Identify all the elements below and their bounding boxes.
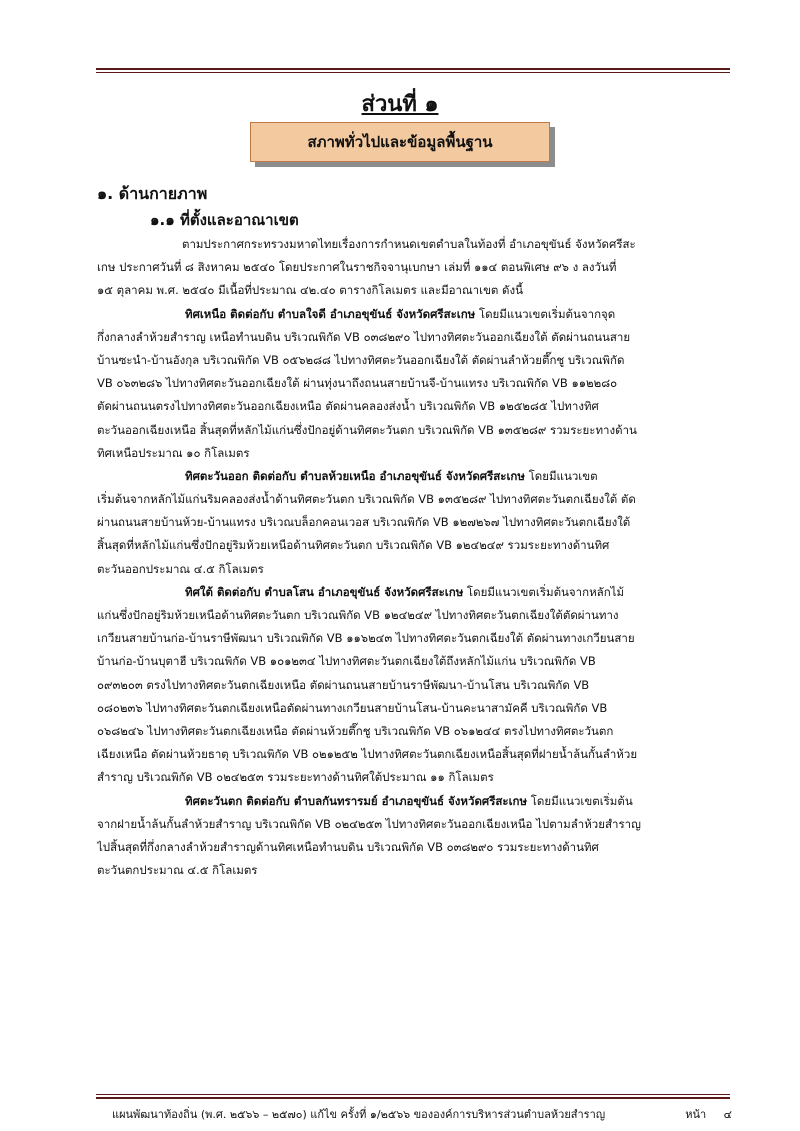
west-lead: ทิศตะวันตก ติดต่อกับ ตำบลกันทรารมย์ อำเภอขุขันธ์ จังหวัดศรีสะเกษ bbox=[185, 793, 528, 808]
east-line: เริ่มต้นจากหลักไม้แก่นริมคลองส่งน้ำด้านทิศตะวันตก บริเวณพิกัด VB ๑๓๕๒๘๙ ไปทางทิศตะวันตกเฉียงใต้ ตัด bbox=[97, 492, 636, 507]
north-line: กึ่งกลางลำห้วยสำราญ เหนือทำนบดิน บริเวณพิกัด VB ๐๓๘๒๙๐ ไปทางทิศตะวันออกเฉียงใต้ ตัดผ่านถนนสาย bbox=[97, 329, 631, 344]
page-footer bbox=[112, 1105, 732, 1123]
heading-location: ๑.๑ ที่ตั้งและอาณาเขต bbox=[150, 211, 299, 229]
south-line: เกวียนสายบ้านก่อ-บ้านราษีพัฒนา บริเวณพิกัด VB ๑๑๖๒๔๓ ไปทางทิศตะวันตกเฉียงใต้ ตัดผ่านทางเกวียนสาย bbox=[97, 631, 635, 646]
north-first-line bbox=[97, 303, 729, 326]
footer-page-label: หน้า bbox=[685, 1108, 707, 1121]
east-line: ผ่านถนนสายบ้านห้วย-บ้านแทรง บริเวณบล็อกคอนเวอส บริเวณพิกัด VB ๑๒๗๒๖๗ ไปทางทิศตะวันตกเฉียงใต้ bbox=[97, 515, 631, 530]
section-title: ส่วนที่ ๑ bbox=[361, 92, 439, 117]
south-line: ๐๙๓๒๐๓ ตรงไปทางทิศตะวันตกเฉียงเหนือ ตัดผ่านถนนสายบ้านราษีพัฒนา-บ้านโสน บริเวณพิกัด VB bbox=[97, 677, 590, 692]
intro-line: ตามประกาศกระทรวงมหาดไทยเรื่องการกำหนดเขตตำบลในท้องที่ อำเภอขุขันธ์ จังหวัดศรีสะ bbox=[182, 237, 636, 251]
south-lead: ทิศใต้ ติดต่อกับ ตำบลโสน อำเภอขุขันธ์ จังหวัดศรีสะเกษ bbox=[185, 584, 464, 599]
north-line: ตะวันออกเฉียงเหนือ สิ้นสุดที่หลักไม้แก่นซึ่งปักอยู่ด้านทิศตะวันตก บริเวณพิกัด VB ๑๓๕๒๘๙ รวมระยะทางด้าน bbox=[97, 422, 637, 437]
north-line: ทิศเหนือประมาณ ๑๐ กิโลเมตร bbox=[97, 445, 250, 460]
body-text bbox=[97, 233, 729, 882]
south-line: แก่นซึ่งปักอยู่ริมห้วยเหนือด้านทิศตะวันตก บริเวณพิกัด VB ๑๒๔๒๔๙ ไปทางทิศตะวันตกเฉียงใต้ตัดผ่านทาง bbox=[97, 608, 619, 622]
south-first-rest: โดยมีแนวเขตเริ่มต้นจากหลักไม้ bbox=[463, 584, 625, 599]
east-line: ตะวันออกประมาณ ๔.๕ กิโลเมตร bbox=[97, 561, 264, 576]
bottom-rule bbox=[96, 1097, 730, 1099]
intro-line: ๑๕ ตุลาคม พ.ศ. ๒๕๔๐ มีเนื้อที่ประมาณ ๔๒.๔๐ ตารางกิโลเมตร และมีอาณาเขต ดังนี้ bbox=[97, 283, 524, 298]
west-first-line bbox=[97, 790, 729, 813]
east-first-rest: โดยมีแนวเขต bbox=[524, 468, 598, 483]
south-first-line bbox=[97, 581, 729, 604]
subtitle-box bbox=[250, 122, 550, 162]
top-rule-thin bbox=[96, 72, 730, 73]
heading-physical: ๑. ด้านกายภาพ bbox=[97, 184, 208, 203]
north-first-rest: โดยมีแนวเขตเริ่มต้นจากจุด bbox=[475, 306, 616, 321]
footer-page-number: ๔ bbox=[723, 1108, 732, 1121]
west-line: ตะวันตกประมาณ ๔.๕ กิโลเมตร bbox=[97, 863, 258, 878]
south-line: เฉียงเหนือ ตัดผ่านห้วยธาตุ บริเวณพิกัด VB ๐๒๑๒๕๒ ไปทางทิศตะวันตกเฉียงเหนือสิ้นสุดที่ฝายน้ำล้นกั้นลำห้วย bbox=[97, 747, 638, 762]
north-line: บ้านซะนำ-บ้านอังกุล บริเวณพิกัด VB ๐๕๖๒๘๘ ไปทางทิศตะวันออกเฉียงใต้ ตัดผ่านลำห้วยตึ๊กชู บริเวณพิกัด bbox=[97, 352, 625, 367]
subtitle: สภาพทั่วไปและข้อมูลพื้นฐาน bbox=[307, 133, 493, 151]
south-line: ๐๖๘๒๔๖ ไปทางทิศตะวันตกเฉียงเหนือ ตัดผ่านห้วยตึ๊กชู บริเวณพิกัด VB ๐๖๑๒๔๔ ตรงไปทางทิศตะวันตก bbox=[97, 723, 614, 738]
footer-page bbox=[685, 1105, 732, 1123]
east-line: สิ้นสุดที่หลักไม้แก่นซึ่งปักอยู่ริมห้วยเหนือด้านทิศตะวันตก บริเวณพิกัด VB ๑๒๔๒๔๙ รวมระยะทางด้านทิศ bbox=[97, 538, 610, 553]
east-first-line bbox=[97, 465, 729, 488]
east-lead: ทิศตะวันออก ติดต่อกับ ตำบลห้วยเหนือ อำเภอขุขันธ์ จังหวัดศรีสะเกษ bbox=[185, 468, 525, 483]
south-line: สำราญ บริเวณพิกัด VB ๐๒๔๒๕๓ รวมระยะทางด้านทิศใต้ประมาณ ๑๑ กิโลเมตร bbox=[97, 770, 494, 785]
bottom-rule-thin bbox=[96, 1094, 730, 1095]
west-line: จากฝายน้ำล้นกั้นลำห้วยสำราญ บริเวณพิกัด VB ๐๒๔๒๕๓ ไปทางทิศตะวันออกเฉียงเหนือ ไปตามลำห้วยสำราญ bbox=[97, 816, 641, 831]
west-first-rest: โดยมีแนวเขตเริ่มต้น bbox=[527, 793, 633, 808]
north-lead: ทิศเหนือ ติดต่อกับ ตำบลใจดี อำเภอขุขันธ์ จังหวัดศรีสะเกษ bbox=[185, 306, 476, 321]
south-line: ๐๘๐๒๓๖ ไปทางทิศตะวันตกเฉียงเหนือตัดผ่านทางเกวียนสายบ้านโสน-บ้านคะนาสามัคคี บริเวณพิกัด VB bbox=[97, 700, 608, 715]
intro-line: เกษ ประกาศวันที่ ๘ สิงหาคม ๒๕๔๐ โดยประกาศในราชกิจจานุเบกษา เล่มที่ ๑๑๔ ตอนพิเศษ ๙๖ ง ลงวันที่ bbox=[97, 260, 617, 275]
south-line: บ้านก่อ-บ้านบุตาฮี บริเวณพิกัด VB ๑๐๑๒๓๔ ไปทางทิศตะวันตกเฉียงใต้ถึงหลักไม้แก่น บริเวณพิกัด VB bbox=[97, 654, 596, 669]
footer-text: แผนพัฒนาท้องถิ่น (พ.ศ. ๒๕๖๖ – ๒๕๗๐) แก้ไข ครั้งที่ ๑/๒๕๖๖ ขององค์การบริหารส่วนตำบลห้วยสำราญ bbox=[112, 1108, 606, 1121]
north-line: ตัดผ่านถนนตรงไปทางทิศตะวันออกเฉียงเหนือ ตัดผ่านคลองส่งน้ำ บริเวณพิกัด VB ๑๒๕๒๘๕ ไปทางทิศ bbox=[97, 399, 599, 414]
north-line: VB ๐๖๓๒๘๖ ไปทางทิศตะวันออกเฉียงใต้ ผ่านทุ่งนาถึงถนนสายบ้านจี-บ้านแทรง บริเวณพิกัด VB ๑๑๒๒๘๐ bbox=[97, 376, 618, 391]
top-rule bbox=[96, 68, 730, 70]
west-line: ไปสิ้นสุดที่กึ่งกลางลำห้วยสำราญด้านทิศเหนือทำนบดิน บริเวณพิกัด VB ๐๓๘๒๙๐ รวมระยะทางด้านทิศ bbox=[97, 839, 599, 854]
